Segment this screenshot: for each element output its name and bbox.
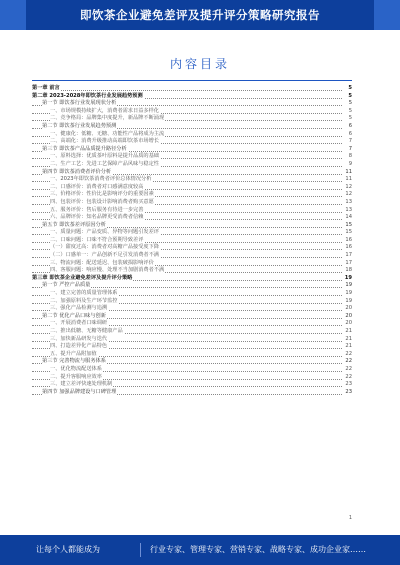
toc-entry-page: 6 [348, 130, 352, 137]
toc-entry-label: 第一节 严控产品质量 [42, 282, 91, 289]
toc-entry-label: 一、建立完善的质量管理体系 [50, 290, 118, 297]
toc-entry-page: 11 [345, 168, 352, 175]
toc-entry-page: 14 [345, 214, 352, 221]
toc-subsection-entry[interactable] [32, 161, 352, 169]
page-footer [0, 535, 400, 565]
toc-subsection-entry[interactable] [32, 381, 352, 389]
toc-section-entry[interactable] [32, 123, 352, 131]
toc-entry-page: 17 [345, 252, 352, 259]
toc-section-entry[interactable] [32, 100, 352, 108]
page-number: 1 [348, 515, 352, 521]
toc-subsection-entry[interactable] [32, 153, 352, 161]
table-of-contents [32, 85, 352, 396]
toc-entry-page: 21 [345, 328, 352, 334]
toc-section-entry[interactable] [32, 358, 352, 366]
toc-entry-page: 23 [345, 381, 352, 388]
toc-entry-label: 一、开展消费者口味调研 [50, 320, 108, 327]
toc-entry-page: 16 [345, 244, 352, 251]
toc-entry-page: 15 [345, 221, 352, 228]
toc-entry-label: 二、生产工艺：先进工艺保障产品风味与稳定性 [50, 160, 159, 167]
toc-entry-page: 13 [345, 206, 352, 213]
toc-entry-page: 5 [348, 85, 352, 91]
toc-section-entry[interactable] [32, 282, 352, 290]
toc-entry-page: 22 [345, 358, 352, 365]
toc-entry-page: 20 [345, 312, 352, 319]
toc-entry-label: 第二章 2023-2028年即饮茶行业发展趋势预测 [32, 92, 143, 99]
footer-divider [140, 543, 141, 557]
toc-entry-page: 11 [345, 176, 352, 183]
toc-entry-page: 13 [345, 198, 352, 205]
toc-entry-label: 二、推出低糖、无糖等健康产品 [50, 328, 123, 334]
toc-section-entry[interactable] [32, 389, 352, 397]
toc-entry-label: 第三章 即饮茶企业避免差评及提升评分策略 [32, 274, 133, 281]
toc-entry-label: 二、加强原料及生产环节监控 [50, 297, 118, 304]
toc-entry-label: 三、强化产品检测与追溯 [50, 305, 108, 312]
toc-entry-page: 6 [348, 122, 352, 129]
toc-subsection-entry[interactable] [32, 115, 352, 123]
footer-slogan-left: 让每个人都能成为 [36, 545, 100, 554]
toc-entry-label: 一、市场规模持续扩大，消费者需求日益多样化 [50, 107, 159, 114]
toc-entry-page: 19 [344, 274, 352, 281]
toc-entry-label: 二、高端化：消费升级推动高端即饮茶市场增长 [50, 138, 159, 145]
toc-subsection-entry[interactable] [32, 176, 352, 184]
toc-entry-page: 7 [348, 138, 352, 145]
toc-entry-page: 7 [348, 145, 352, 152]
toc-entry-label: 第四节 加强品牌建设与口碑管理 [42, 388, 117, 395]
toc-entry-label: 二、口感评价：消费者对口感满意度较高 [50, 183, 144, 190]
toc-entry-label: 第三节 即饮茶产品品质提升路径分析 [42, 145, 127, 152]
toc-subsection-entry[interactable] [32, 305, 352, 313]
toc-entry-label: 四、客服问题：响应慢、处理不当加剧消费者不满 [50, 267, 165, 274]
toc-entry-page: 12 [345, 191, 352, 198]
toc-subsection-entry[interactable] [32, 191, 352, 199]
toc-entry-label: 三、价格评价：性价比是影响评分的重要因素 [50, 191, 154, 198]
toc-subsection-entry[interactable] [32, 244, 352, 252]
toc-subsection-entry[interactable] [32, 290, 352, 298]
toc-entry-label: 第一章 前言 [32, 85, 60, 91]
toc-entry-page: 8 [348, 153, 352, 160]
toc-entry-label: 二、口味问题：口味不符合预期导致差评 [50, 236, 144, 243]
toc-entry-label: 一、质量问题：产品变质、异物等问题引发差评 [50, 229, 159, 236]
toc-entry-label: 五、服务评价：售后服务有待进一步完善 [50, 206, 144, 213]
toc-entry-page: 19 [345, 290, 352, 297]
toc-entry-page: 16 [345, 236, 352, 243]
toc-subsection-entry[interactable] [32, 138, 352, 146]
toc-entry-label: 第四节 即饮茶消费者评价分析 [42, 168, 112, 175]
toc-subsection-entry[interactable] [32, 267, 352, 275]
toc-entry-label: 第一节 即饮茶行业发展现状分析 [42, 100, 117, 107]
toc-entry-label: 三、建立差评快速处理机制 [50, 381, 113, 388]
toc-entry-label: 第二节 优化产品口味与创新 [42, 312, 106, 319]
toc-entry-label: 六、品牌评价：知名品牌更受消费者信赖 [50, 214, 144, 221]
toc-entry-page: 21 [345, 335, 352, 342]
toc-entry-label: 一、优化物流配送体系 [50, 365, 102, 372]
toc-entry-label: 第三节 完善物流与服务体系 [42, 358, 106, 365]
toc-entry-label: 三、物流问题：配送延迟、包装破损影响评价 [50, 259, 154, 266]
page-header [0, 0, 400, 30]
toc-entry-page: 17 [345, 259, 352, 266]
toc-chapter-entry[interactable] [32, 85, 352, 93]
toc-entry-label: 二、提升客服响应效率 [50, 373, 102, 380]
toc-entry-label: 五、提升产品附加值 [50, 350, 97, 357]
toc-entry-page: 23 [345, 388, 352, 395]
toc-subsection-entry[interactable] [32, 252, 352, 260]
toc-entry-page: 5 [348, 115, 352, 122]
toc-entry-label: 一、2023年即饮茶消费者评价总体情况分析 [50, 176, 152, 183]
toc-entry-label: 一、健康化：低糖、无糖、功能性产品将成为主流 [50, 130, 165, 137]
toc-entry-page: 9 [348, 160, 352, 167]
toc-entry-page: 21 [345, 343, 352, 350]
toc-entry-label: 二、竞争格局：品牌集中度提升，新品牌不断涌现 [50, 115, 165, 122]
toc-entry-page: 22 [345, 365, 352, 372]
toc-entry-label: 第二节 即饮茶行业发展趋势预测 [42, 122, 117, 129]
toc-entry-page: 5 [348, 100, 352, 107]
toc-subsection-entry[interactable] [32, 320, 352, 328]
toc-subsection-entry[interactable] [32, 199, 352, 207]
toc-entry-page: 19 [345, 297, 352, 304]
toc-entry-page: 22 [345, 373, 352, 380]
toc-entry-label: 四、打造差异化产品特色 [50, 343, 108, 350]
toc-heading: 内容目录 [169, 57, 230, 71]
toc-entry-page: 22 [345, 350, 352, 357]
toc-entry-page: 20 [345, 320, 352, 327]
toc-entry-page: 5 [348, 107, 352, 114]
toc-leader-dots [32, 90, 342, 91]
toc-entry-label: 一、原料选择：优质茶叶原料是提升品质的基础 [50, 153, 159, 160]
toc-entry-label: （二）口感单一：产品创新不足引发消费者不满 [50, 252, 159, 259]
toc-subsection-entry[interactable] [32, 366, 352, 374]
toc-subsection-entry[interactable] [32, 328, 352, 336]
toc-top-rule [32, 80, 352, 81]
toc-entry-page: 20 [345, 305, 352, 312]
toc-subsection-entry[interactable] [32, 343, 352, 351]
toc-entry-label: （一）甜度过高：消费者对高糖产品接受度下降 [50, 244, 159, 251]
toc-entry-label: 第五节 即饮茶差评原因分析 [42, 221, 106, 228]
toc-entry-label: 四、包装评价：包装设计影响消费者购买意愿 [50, 198, 154, 205]
toc-subsection-entry[interactable] [32, 229, 352, 237]
toc-entry-page: 5 [348, 92, 352, 99]
toc-entry-page: 18 [345, 267, 352, 274]
toc-subsection-entry[interactable] [32, 207, 352, 215]
footer-slogan-right: 行业专家、管理专家、营销专家、战略专家、成功企业家…… [150, 545, 366, 554]
toc-entry-label: 三、加快新品研发与迭代 [50, 335, 108, 342]
report-title: 即饮茶企业避免差评及提升评分策略研究报告 [80, 8, 320, 22]
toc-subsection-entry[interactable] [32, 214, 352, 222]
toc-entry-page: 19 [345, 282, 352, 289]
toc-entry-page: 12 [345, 183, 352, 190]
toc-section-entry[interactable] [32, 169, 352, 177]
toc-entry-page: 15 [345, 229, 352, 236]
